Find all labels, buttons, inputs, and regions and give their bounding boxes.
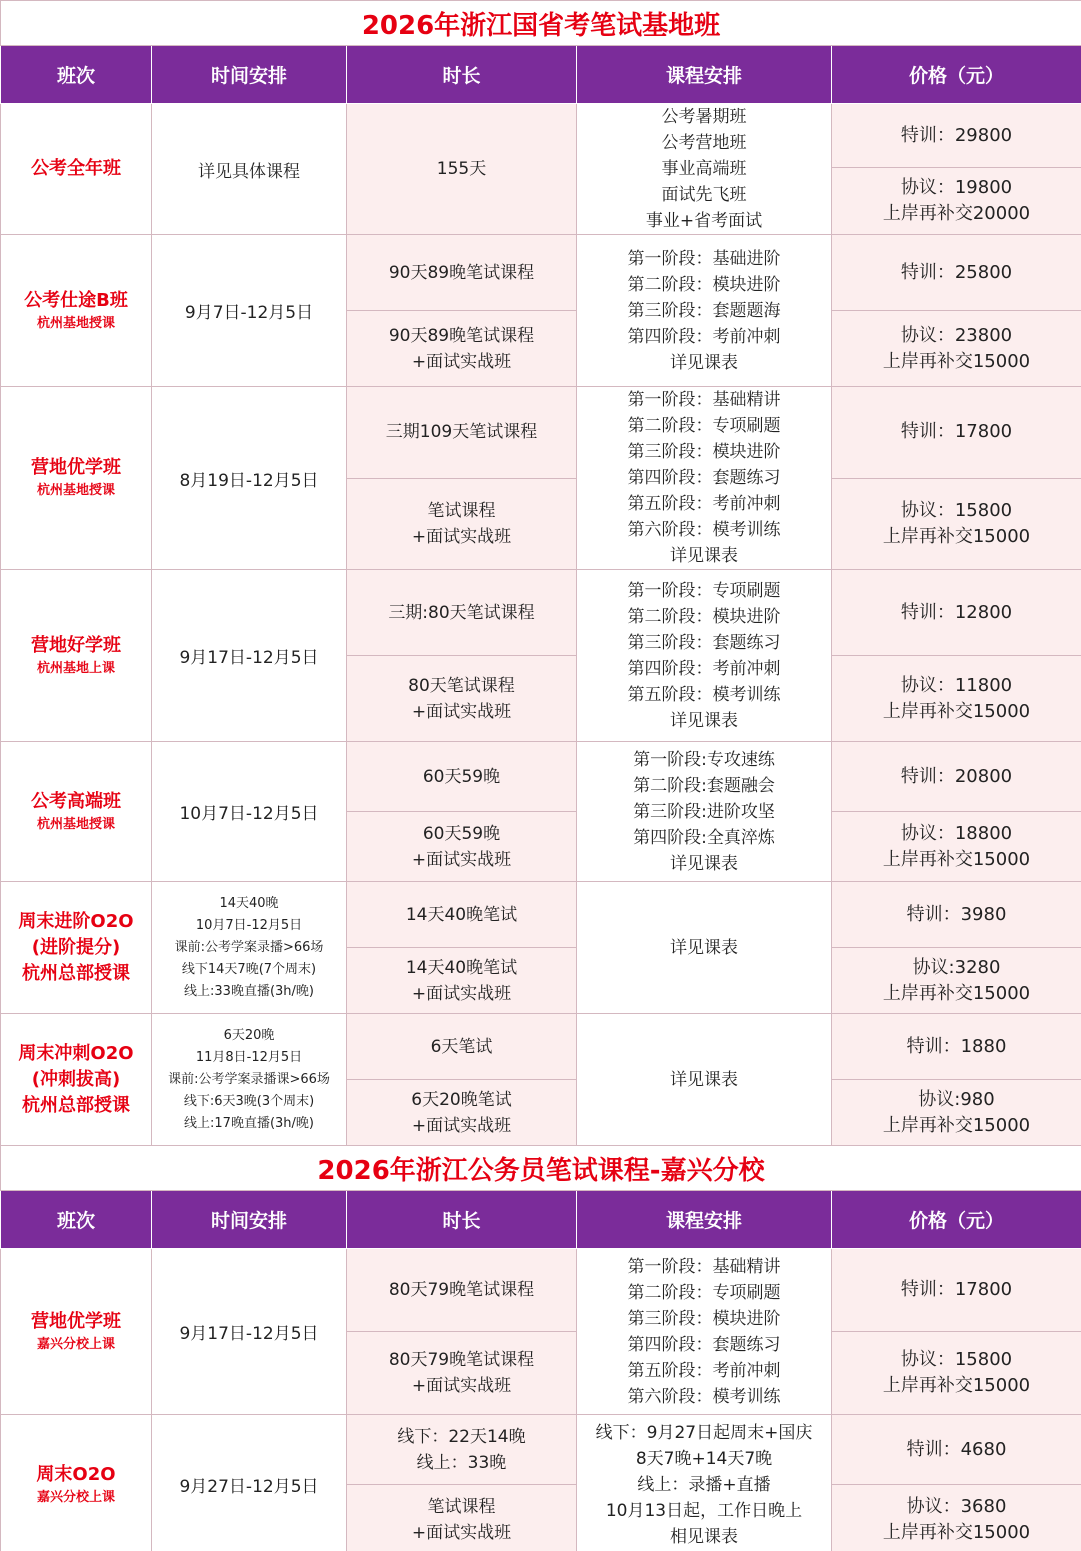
table-row (1, 1415, 1081, 1485)
price-text-line: 特训：12800 (900, 601, 1013, 623)
column-header: 课程安排 (577, 1191, 832, 1249)
course-plan-text-line: 第二阶段：模块进阶 (627, 606, 781, 627)
duration-text-line: +面试实战班 (411, 1376, 512, 1396)
schedule-text-line: 线上:17晚直播(3h/晚) (184, 1115, 314, 1131)
class-name: 公考全年班 (31, 158, 121, 179)
price-text-line: 特训：29800 (900, 124, 1013, 146)
price-text (832, 673, 1081, 725)
price-text-line: 协议：19800 (900, 177, 1013, 199)
course-plan-cell (577, 882, 832, 1014)
table-row (1, 1249, 1081, 1332)
class-name-cell (1, 1014, 152, 1146)
price-cell (832, 656, 1081, 742)
duration-text-line: +面试实战班 (411, 526, 512, 547)
class-subtitle: (进阶提分) (31, 936, 121, 958)
course-plan-text-line: 第一阶段：基础精讲 (627, 1256, 781, 1277)
class-subtitle: 杭州总部授课 (22, 962, 130, 984)
price-text (832, 1494, 1081, 1546)
duration-text (347, 821, 576, 873)
class-name-cell (1, 387, 152, 570)
price-text-line: 协议：15800 (900, 499, 1013, 521)
price-text-line: 上岸再补交15000 (882, 525, 1031, 547)
price-text (832, 175, 1081, 227)
header-row (1, 1191, 1081, 1249)
schedule-cell (152, 742, 347, 882)
price-text (832, 1437, 1081, 1463)
price-text (832, 260, 1081, 286)
price-text-line: 协议：11800 (900, 674, 1013, 696)
class-location: 嘉兴分校上课 (36, 1489, 115, 1505)
course-plan-cell (577, 570, 832, 742)
duration-text-line: 80天笔试课程 (408, 675, 515, 696)
schedule-text (152, 799, 346, 824)
class-name: 公考高端班 (31, 790, 121, 812)
duration-cell (347, 1014, 577, 1080)
duration-cell (347, 948, 577, 1014)
duration-text (347, 902, 576, 928)
course-plan-text-line: 第五阶段：考前冲刺 (627, 1360, 781, 1381)
price-text-line: 协议：3680 (906, 1495, 1007, 1517)
duration-text-line: +面试实战班 (411, 1115, 512, 1136)
course-plan-text-line: 第四阶段：考前冲刺 (627, 326, 781, 347)
price-text-line: 特训：25800 (900, 261, 1013, 283)
duration-text-line: 6天20晚笔试 (411, 1089, 512, 1110)
class-name: 营地好学班 (31, 634, 121, 656)
course-plan-text-line: 第一阶段：基础进阶 (627, 248, 781, 269)
price-text-line: 上岸再补交15000 (882, 1521, 1031, 1543)
price-text-line: 协议：23800 (900, 324, 1013, 346)
course-plan-text-line: 第四阶段：套题练习 (627, 1334, 781, 1355)
duration-text-line: 90天89晚笔试课程 (388, 325, 535, 346)
price-cell (832, 1415, 1081, 1485)
course-plan-text (577, 246, 831, 376)
duration-text (347, 1034, 576, 1060)
course-plan-text (577, 104, 831, 234)
column-header: 时长 (347, 46, 577, 104)
course-plan-text-line: 8天7晚+14天7晚 (635, 1448, 773, 1469)
course-plan-text-line: 详见课表 (670, 1069, 738, 1090)
price-text-line: 上岸再补交15000 (882, 1114, 1031, 1136)
duration-text (347, 156, 576, 182)
duration-text-line: 三期109天笔试课程 (385, 422, 538, 443)
class-name: 周末O2O (36, 1463, 116, 1485)
course-plan-text (577, 747, 831, 877)
course-plan-text-line: 第五阶段：考前冲刺 (627, 494, 781, 514)
section-title: 2026年浙江公务员笔试课程-嘉兴分校 (1, 1146, 1081, 1191)
duration-text-line: 6天笔试 (430, 1036, 493, 1057)
price-cell (832, 948, 1081, 1014)
course-plan-text-line: 第四阶段:全真淬炼 (633, 827, 775, 848)
price-text-line: 上岸再补交15000 (882, 982, 1031, 1004)
course-plan-text-line: 第二阶段:套题融会 (633, 775, 775, 796)
duration-cell (347, 311, 577, 387)
course-plan-text (577, 578, 831, 734)
course-plan-text-line: 详见课表 (670, 710, 738, 731)
schedule-text-line: 线下:6天3晚(3个周末) (183, 1093, 315, 1109)
price-cell (832, 235, 1081, 311)
price-cell (832, 882, 1081, 948)
course-plan-text (577, 1254, 831, 1410)
course-plan-text-line: 第四阶段：考前冲刺 (627, 658, 781, 679)
course-plan-text (577, 1067, 831, 1093)
price-cell (832, 387, 1081, 479)
column-header: 时间安排 (152, 46, 347, 104)
course-plan-text-line: 详见课表 (670, 937, 738, 958)
schedule-cell (152, 570, 347, 742)
schedule-cell (152, 1014, 347, 1146)
duration-cell (347, 882, 577, 948)
duration-text (347, 419, 576, 445)
schedule-text-line: 9月7日-12月5日 (184, 303, 314, 323)
schedule-text (152, 157, 346, 182)
price-text (832, 123, 1081, 149)
class-location: 杭州基地授课 (36, 483, 115, 498)
duration-text (347, 1277, 576, 1303)
course-plan-text-line: 第五阶段：模考训练 (627, 684, 781, 705)
class-name: 周末进阶O2O (18, 910, 134, 932)
class-location: 杭州基地上课 (36, 660, 115, 676)
price-text (832, 1347, 1081, 1399)
course-plan-text-line: 公考营地班 (661, 133, 747, 153)
course-plan-text-line: 公考暑期班 (661, 107, 747, 127)
duration-text-line: 三期:80天笔试课程 (388, 602, 535, 623)
duration-text-line: 线上：33晚 (416, 1452, 507, 1473)
table-row (1, 104, 1081, 168)
class-location: 嘉兴分校上课 (36, 1336, 115, 1352)
class-name: 公考仕途B班 (24, 289, 128, 311)
price-cell (832, 168, 1081, 235)
course-plan-cell (577, 1415, 832, 1551)
column-header: 课程安排 (577, 46, 832, 104)
duration-cell (347, 1415, 577, 1485)
course-plan-text-line: 第三阶段:进阶攻坚 (633, 801, 775, 822)
schedule-text-line: 8月19日-12月5日 (179, 470, 319, 491)
course-plan-text-line: 10月13日起，工作日晚上 (605, 1500, 803, 1521)
course-plan-text-line: 事业+省考面试 (645, 211, 763, 231)
schedule-text-line: 线下14天7晚(7个周末) (181, 961, 317, 977)
column-header: 价格（元） (832, 46, 1081, 104)
schedule-cell (152, 104, 347, 235)
column-header: 价格（元） (832, 1191, 1081, 1249)
course-plan-text-line: 第三阶段：套题题海 (627, 300, 781, 321)
course-plan-cell (577, 1014, 832, 1146)
table-row (1, 742, 1081, 812)
price-cell (832, 311, 1081, 387)
duration-text (347, 1424, 576, 1476)
course-plan-text-line: 第三阶段：套题练习 (627, 632, 781, 653)
duration-cell (347, 1249, 577, 1332)
duration-text-line: +面试实战班 (411, 983, 512, 1004)
schedule-text-line: 线上:33晚直播(3h/晚) (184, 983, 314, 999)
schedule-cell (152, 882, 347, 1014)
duration-text (347, 260, 576, 286)
course-plan-text (577, 1420, 831, 1550)
duration-cell (347, 104, 577, 235)
price-cell (832, 104, 1081, 168)
duration-text-line: 14天40晚笔试 (405, 904, 518, 925)
schedule-text-line: 6天20晚 (223, 1027, 275, 1043)
price-text (832, 1034, 1081, 1060)
price-text (832, 1087, 1081, 1139)
column-header: 时长 (347, 1191, 577, 1249)
price-text (832, 902, 1081, 928)
course-plan-text-line: 第四阶段：套题练习 (627, 468, 781, 488)
price-text-line: 协议：15800 (900, 1349, 1013, 1370)
price-text-line: 上岸再补交15000 (882, 700, 1031, 722)
price-text-line: 特训：3980 (906, 903, 1007, 925)
duration-cell (347, 812, 577, 882)
schedule-cell (152, 235, 347, 387)
price-text-line: 特训：4680 (906, 1438, 1007, 1460)
schedule-text (152, 466, 346, 491)
duration-text-line: 笔试课程 (427, 500, 496, 521)
schedule-text (152, 1025, 346, 1135)
class-name-cell (1, 235, 152, 387)
schedule-text (152, 893, 346, 1003)
price-cell (832, 1332, 1081, 1415)
duration-text-line: +面试实战班 (411, 1522, 512, 1543)
course-plan-text-line: 第二阶段：专项刷题 (627, 1282, 781, 1303)
schedule-text-line: 9月27日-12月5日 (179, 1477, 319, 1497)
price-text-line: 上岸再补交15000 (882, 350, 1031, 372)
schedule-text-line: 课前:公考学案录播课>66场 (168, 1071, 330, 1087)
price-cell (832, 1014, 1081, 1080)
schedule-text-line: 9月17日-12月5日 (179, 1324, 319, 1344)
price-text-line: 特训：20800 (900, 765, 1013, 787)
class-name-cell (1, 1249, 152, 1415)
duration-text (347, 1347, 576, 1399)
duration-text (347, 498, 576, 550)
course-plan-text-line: 第六阶段：模考训练 (627, 520, 781, 540)
class-name-cell (1, 742, 152, 882)
schedule-cell (152, 1249, 347, 1415)
duration-text-line: +面试实战班 (411, 351, 512, 372)
price-text-line: 上岸再补交15000 (882, 848, 1031, 870)
course-plan-text-line: 详见课表 (670, 546, 738, 566)
schedule-text (152, 1472, 346, 1497)
duration-text (347, 323, 576, 375)
schedule-text-line: 14天40晚 (219, 895, 279, 911)
table-row (1, 1014, 1081, 1080)
course-plan-text-line: 第一阶段:专攻速练 (633, 749, 775, 770)
price-cell (832, 570, 1081, 656)
class-name-cell (1, 570, 152, 742)
class-name: 营地优学班 (31, 1310, 121, 1332)
price-text-line: 特训：17800 (900, 1279, 1013, 1300)
class-name: 周末冲刺O2O (18, 1042, 134, 1064)
schedule-text (152, 643, 346, 668)
price-text-line: 协议:3280 (912, 956, 1001, 978)
course-plan-cell (577, 235, 832, 387)
schedule-cell (152, 387, 347, 570)
course-plan-text-line: 第三阶段：模块进阶 (627, 1308, 781, 1329)
table-row (1, 570, 1081, 656)
price-text (832, 821, 1081, 873)
duration-text (347, 600, 576, 626)
class-name-cell (1, 1415, 152, 1551)
table-row (1, 882, 1081, 948)
course-plan-text-line: 第六阶段：模考训练 (627, 1386, 781, 1407)
course-plan-text-line: 事业高端班 (661, 159, 747, 179)
duration-text-line: 80天79晚笔试课程 (388, 1350, 535, 1370)
class-name-cell (1, 104, 152, 235)
duration-cell (347, 1485, 577, 1551)
duration-text-line: 155天 (436, 159, 487, 179)
duration-text-line: 90天89晚笔试课程 (388, 262, 535, 283)
course-plan-text (577, 387, 831, 569)
price-cell (832, 1080, 1081, 1146)
section-title-row (1, 1146, 1081, 1191)
class-name: 营地优学班 (31, 457, 121, 478)
course-plan-text-line: 详见课表 (670, 853, 738, 874)
duration-text (347, 1087, 576, 1139)
course-plan-text-line: 第三阶段：模块进阶 (627, 442, 781, 462)
duration-text-line: 60天59晚 (422, 766, 501, 787)
course-plan-cell (577, 742, 832, 882)
course-plan-text-line: 相见课表 (670, 1526, 738, 1547)
price-text-line: 特训：17800 (900, 421, 1013, 443)
section-title-row (1, 1, 1081, 46)
price-text (832, 600, 1081, 626)
course-plan-text-line: 第二阶段：模块进阶 (627, 274, 781, 295)
schedule-text-line: 10月7日-12月5日 (179, 804, 319, 824)
schedule-text-line: 课前:公考学案录播>66场 (174, 939, 324, 955)
price-text (832, 764, 1081, 790)
price-text-line: 协议：18800 (900, 822, 1013, 844)
schedule-text-line: 10月7日-12月5日 (195, 917, 303, 933)
course-plan-text-line: 面试先飞班 (661, 185, 747, 205)
duration-cell (347, 1332, 577, 1415)
duration-text-line: 笔试课程 (427, 1496, 496, 1517)
price-text-line: 特训：1880 (906, 1035, 1007, 1057)
duration-text-line: 60天59晚 (422, 823, 501, 844)
header-row (1, 46, 1081, 104)
price-text-line: 上岸再补交15000 (882, 1375, 1031, 1396)
price-text-line: 上岸再补交20000 (882, 203, 1031, 225)
course-plan-text-line: 第一阶段：基础精讲 (627, 390, 781, 410)
course-plan-text-line: 第一阶段：专项刷题 (627, 580, 781, 601)
price-cell (832, 742, 1081, 812)
duration-text-line: +面试实战班 (411, 849, 512, 870)
course-plan-text (577, 935, 831, 961)
price-cell (832, 1485, 1081, 1551)
class-subtitle: 杭州总部授课 (22, 1094, 130, 1116)
course-plan-text-line: 线下：9月27日起周末+国庆 (595, 1422, 813, 1443)
section-title: 2026年浙江国省考笔试基地班 (1, 1, 1081, 46)
course-plan-text-line: 详见课表 (670, 352, 738, 373)
course-plan-cell (577, 1249, 832, 1415)
course-plan-text-line: 第二阶段：专项刷题 (627, 416, 781, 436)
duration-text-line: 80天79晚笔试课程 (388, 1280, 535, 1300)
price-text (832, 323, 1081, 375)
price-cell (832, 478, 1081, 570)
price-text (832, 955, 1081, 1007)
price-text (832, 1277, 1081, 1303)
schedule-text-line: 详见具体课程 (198, 161, 300, 182)
price-text (832, 419, 1081, 445)
duration-text-line: +面试实战班 (411, 701, 512, 722)
course-plan-cell (577, 104, 832, 235)
table-row (1, 387, 1081, 479)
course-plan-cell (577, 387, 832, 570)
column-header: 班次 (1, 1191, 152, 1249)
duration-text (347, 1494, 576, 1546)
duration-text (347, 955, 576, 1007)
duration-text-line: 线下：22天14晚 (397, 1426, 526, 1447)
duration-cell (347, 235, 577, 311)
duration-text (347, 673, 576, 725)
price-cell (832, 1249, 1081, 1332)
schedule-text-line: 11月8日-12月5日 (195, 1049, 303, 1065)
duration-cell (347, 570, 577, 656)
schedule-text (152, 298, 346, 323)
class-subtitle: (冲刺拔高) (31, 1068, 121, 1090)
duration-cell (347, 742, 577, 812)
class-location: 杭州基地授课 (36, 315, 115, 331)
duration-cell (347, 1080, 577, 1146)
price-text (832, 498, 1081, 550)
duration-cell (347, 478, 577, 570)
duration-cell (347, 656, 577, 742)
schedule-cell (152, 1415, 347, 1551)
price-text-line: 协议:980 (918, 1088, 995, 1110)
table-row (1, 235, 1081, 311)
class-location: 杭州基地授课 (36, 816, 115, 832)
duration-text-line: 14天40晚笔试 (405, 957, 518, 978)
course-plan-text-line: 线上：录播+直播 (637, 1474, 771, 1495)
column-header: 时间安排 (152, 1191, 347, 1249)
duration-text (347, 764, 576, 790)
price-cell (832, 812, 1081, 882)
schedule-text-line: 9月17日-12月5日 (179, 648, 319, 668)
schedule-text (152, 1319, 346, 1344)
column-header: 班次 (1, 46, 152, 104)
duration-cell (347, 387, 577, 479)
class-name-cell (1, 882, 152, 1014)
